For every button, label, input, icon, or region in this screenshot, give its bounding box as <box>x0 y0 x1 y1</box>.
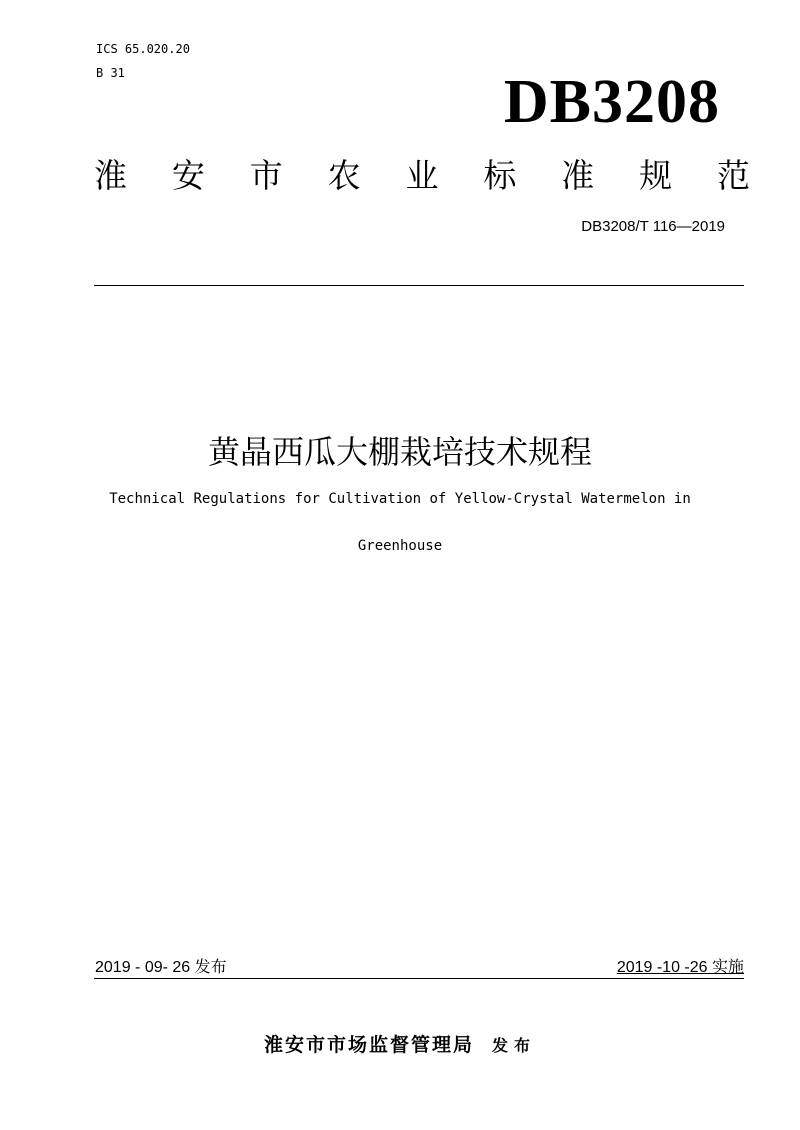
date-divider <box>94 978 744 979</box>
ccs-code: B 31 <box>96 66 125 80</box>
publish-date: 2019 - 09- 26 发布 <box>95 959 227 976</box>
standard-type-char: 业 <box>405 156 439 195</box>
issuer-name: 淮安市市场监督管理局 <box>263 1034 474 1056</box>
standard-number: DB3208/T 116—2019 <box>581 218 725 235</box>
standard-type-char: 淮 <box>94 156 127 195</box>
standard-type-char: 农 <box>327 156 361 195</box>
issuer-line <box>0 1030 800 1057</box>
document-title-english-line2: Greenhouse <box>357 538 443 554</box>
standard-type-char: 标 <box>483 156 517 195</box>
document-title-english-line1: Technical Regulations for Cultivation of Yellow-Crystal Watermelon in <box>109 491 691 507</box>
standard-type-title <box>94 157 750 195</box>
issue-label: 发布 <box>492 1036 537 1055</box>
standard-code: DB3208 <box>503 68 720 136</box>
header-divider <box>94 285 744 286</box>
implementation-date: 2019 -10 -26 实施 <box>616 959 744 976</box>
standard-type-char: 准 <box>561 156 595 195</box>
standard-type-char: 规 <box>639 156 673 195</box>
standard-type-char: 范 <box>717 156 750 195</box>
standard-type-char: 安 <box>171 156 205 195</box>
standard-type-char: 市 <box>249 156 283 195</box>
ics-code: ICS 65.020.20 <box>96 42 190 56</box>
document-title-chinese: 黄晶西瓜大棚栽培技术规程 <box>207 433 592 471</box>
